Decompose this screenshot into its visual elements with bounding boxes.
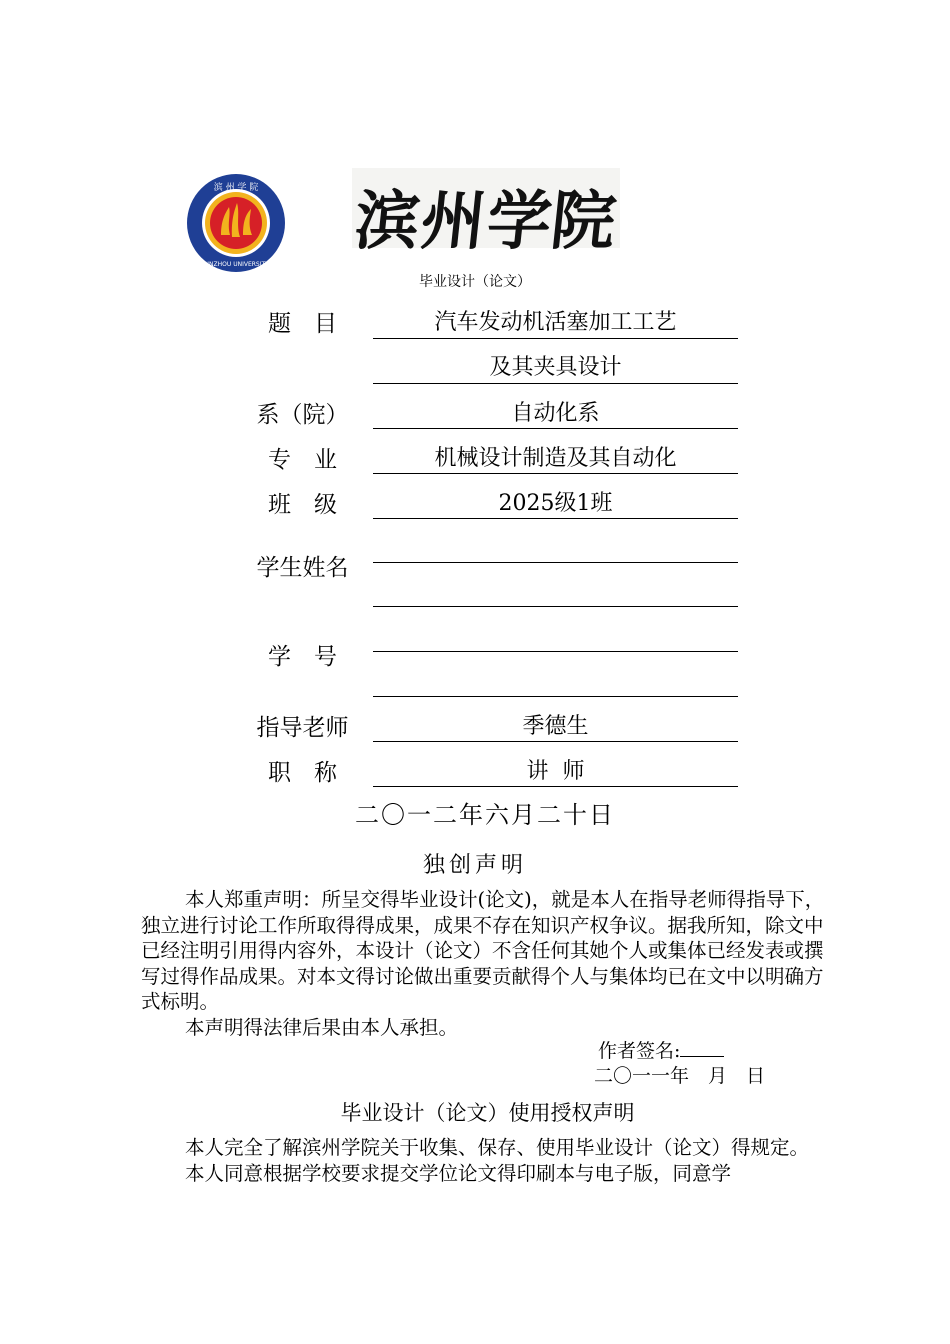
calligraphy-char: 院 <box>547 184 620 259</box>
declaration-body <box>141 887 841 1040</box>
field-label-department: 系（院） <box>256 402 349 428</box>
field-underline <box>373 786 738 787</box>
signature-date: 二〇一一年 月 日 <box>594 1065 766 1087</box>
authorization-paragraph: 本人完全了解滨州学院关于收集、保存、使用毕业设计（论文）得规定。 <box>185 1136 810 1159</box>
field-value-class: 2025级1班 <box>498 491 613 516</box>
document-type: 毕业设计（论文） <box>419 274 531 290</box>
field-value-title-cont: 及其夹具设计 <box>489 355 622 380</box>
university-logo <box>183 173 289 273</box>
field-underline <box>373 428 738 429</box>
field-value-advisor: 季德生 <box>522 714 589 739</box>
declaration-paragraph: 本声明得法律后果由本人承担。 <box>185 1015 459 1039</box>
university-calligraphy <box>351 168 620 259</box>
cover-date: 二〇一二年六月二十日 <box>355 801 615 829</box>
field-underline <box>373 606 738 607</box>
field-underline <box>373 338 738 339</box>
calligraphy-char: 学 <box>483 184 556 259</box>
field-underline <box>373 473 738 474</box>
signature-block <box>598 1036 724 1063</box>
signature-line <box>680 1040 724 1057</box>
field-label-student-name: 学生姓名 <box>256 555 349 581</box>
signature-label: 作者签名: <box>598 1040 681 1062</box>
field-label-major: 专 业 <box>268 447 337 473</box>
svg-text:BINZHOU UNIVERSITY: BINZHOU UNIVERSITY <box>203 261 269 268</box>
declaration-title: 独创声明 <box>422 853 527 878</box>
field-value-major: 机械设计制造及其自动化 <box>434 446 677 471</box>
university-seal-icon <box>183 173 289 273</box>
field-underline <box>373 741 738 742</box>
field-value-department: 自动化系 <box>511 401 600 426</box>
authorization-title: 毕业设计（论文）使用授权声明 <box>340 1101 635 1125</box>
calligraphy-char: 州 <box>417 184 490 259</box>
field-underline <box>373 518 738 519</box>
svg-text:滨 州 学 院: 滨 州 学 院 <box>213 183 259 193</box>
field-underline <box>373 696 738 697</box>
field-label-class: 班 级 <box>268 492 337 518</box>
authorization-body <box>141 1135 841 1186</box>
field-label-title: 题 目 <box>268 311 337 337</box>
authorization-paragraph: 本人同意根据学校要求提交学位论文得印刷本与电子版，同意学 <box>185 1161 732 1185</box>
field-value-rank: 讲 师 <box>526 759 585 784</box>
field-underline <box>373 383 738 384</box>
field-underline <box>373 562 738 563</box>
field-label-rank: 职 称 <box>268 760 337 786</box>
field-label-student-number: 学 号 <box>268 644 337 670</box>
field-underline <box>373 651 738 652</box>
field-label-advisor: 指导老师 <box>256 715 349 741</box>
declaration-paragraph: 本人郑重声明：所呈交得毕业设计(论文)，就是本人在指导老师得指导下，独立进行讨论工作所取得得成果，成果不存在知识产权争议。据我所知，除文中已经注明引用得内容外，本设计（论文）不含任何其她个人或集体已经发表或撰写过得作品成果。对本文得讨论做出重要贡献得个人与集体均已在文中以明确方式标明。 <box>141 888 825 1013</box>
calligraphy-char: 滨 <box>351 184 424 259</box>
field-value-title: 汽车发动机活塞加工工艺 <box>434 310 677 335</box>
